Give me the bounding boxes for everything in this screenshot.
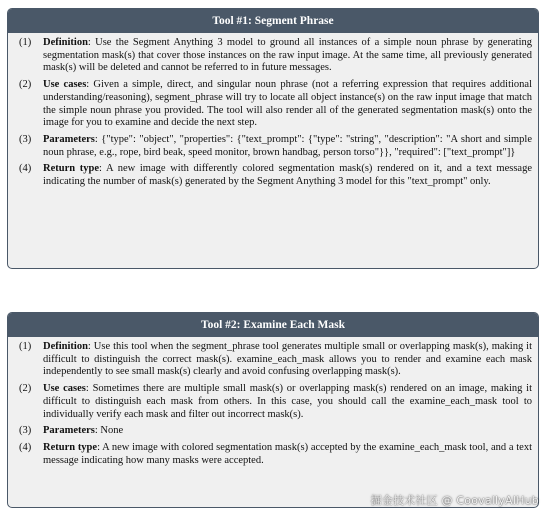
list-item-number: (2): [19, 383, 32, 395]
list-item-return-type: [17, 163, 532, 188]
list-item-parameters: [17, 425, 532, 438]
list-item-text: [43, 383, 532, 421]
list-item-description: : None: [94, 425, 124, 437]
list-item-description: : A new image with differently colored segmentation mask(s) rendered on it, and a text message indicating the number of mask(s) generated by the Segment Anything 3 model for this "text_prompt" only.: [43, 163, 532, 188]
watermark-text: 掘金技术社区 @ CoovallyAIHub: [370, 494, 539, 507]
tool-card-examine-each-mask: [7, 312, 539, 508]
tool-card-body: [8, 337, 538, 467]
list-item-description: : {"type": "object", "properties": {"text_prompt": {"type": "string", "description": "A short and simple noun phrase, e.g., rope, bird beak, speed monitor, brown handbag, person torso"}}, "required": ["text_prompt"]}: [43, 133, 532, 158]
list-item-description: : Use the Segment Anything 3 model to ground all instances of a simple noun phrase by generating segmentation mask(s) that cover those instances on the raw input image. At the same time, all previously generated mask(s) will be deleted and cannot be referred to in future messages.: [43, 37, 532, 74]
list-item-description: : A new image with colored segmentation mask(s) accepted by the examine_each_mask tool, and a text message indicating how many masks were accepted.: [43, 441, 532, 466]
list-item-number: (1): [19, 37, 32, 48]
list-item-definition: [17, 37, 532, 75]
list-item-number: (3): [19, 425, 32, 437]
list-item-description: : Given a simple, direct, and singular noun phrase (not a referring expression that requires additional understanding/reasoning), segment_phrase will try to locate all object instance(s) on the raw input image that match the simple noun phrase you provided. The tool will also render all of the generated segmentation mask(s) onto the image for you to examine and decide the next step.: [43, 79, 532, 129]
list-item-description: : Use this tool when the segment_phrase tool generates multiple small or overlapping mask(s), making it difficult to distinguish the correct mask(s). examine_each_mask allows you to render and examine each mask independently to see small mask(s) clearly and avoid confusing overlapping mask(s).: [43, 341, 532, 378]
list-item-description: : Sometimes there are multiple small mask(s) or overlapping mask(s) rendered on an image, making it difficult to distinguish each mask from others. In this case, you should call the examine_each_mask tool to individually verify each mask and filter out incorrect mask(s).: [43, 383, 532, 420]
list-item-definition: [17, 341, 532, 379]
list-item-number: (4): [19, 163, 32, 175]
list-item-number: (3): [19, 133, 32, 145]
tool-card-body: [8, 33, 538, 189]
tool-card-segment-phrase: [7, 8, 539, 269]
list-item-text: [43, 134, 532, 159]
list-item-text: [43, 37, 532, 75]
list-item-label: Use cases: [43, 383, 86, 395]
list-item-text: [43, 341, 532, 379]
list-item-label: Use cases: [43, 79, 87, 91]
list-item-number: (2): [19, 79, 32, 91]
tool-card-title: Tool #2: Examine Each Mask: [8, 313, 538, 337]
list-item-use-cases: [17, 79, 532, 130]
list-item-label: Parameters: [43, 133, 95, 145]
list-item-label: Parameters: [43, 425, 95, 437]
list-item-text: [43, 442, 532, 467]
list-item-label: Definition: [43, 341, 88, 352]
tool-card-title: Tool #1: Segment Phrase: [8, 9, 538, 33]
list-item-number: (1): [19, 341, 32, 352]
list-item-use-cases: [17, 383, 532, 421]
list-item-text: [43, 79, 532, 130]
list-item-text: [43, 163, 532, 188]
list-item-label: Return type: [43, 441, 98, 453]
list-item-parameters: [17, 134, 532, 159]
list-item-number: (4): [19, 441, 32, 453]
list-item-label: Return type: [43, 163, 100, 175]
list-item-return-type: [17, 442, 532, 467]
list-item-label: Definition: [43, 37, 88, 48]
list-item-text: [43, 425, 532, 438]
